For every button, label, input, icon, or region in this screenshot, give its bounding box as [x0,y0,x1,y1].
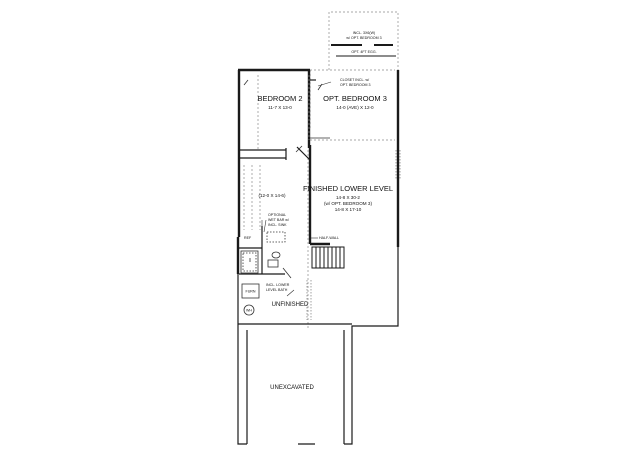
bedroom2-dims: 11-7 X 13-0 [268,105,292,110]
note-window-incl-1: INCL. 3X6(W) [352,31,376,35]
note-ref: REF [244,236,252,240]
left-room-dims: (12-0 X 14-6) [258,193,286,198]
unfinished-name: UNFINISHED [271,302,309,308]
note-closet-2: OPT. BEDROOM 3 [340,83,371,87]
note-wh: WH [246,308,252,313]
bedroom3-dims: 14-0 (AVE) X 12-0 [336,105,374,110]
finished-dims: 14-8 X 30-2 [335,195,361,200]
bedroom3-name: OPT. BEDROOM 3 [323,94,387,103]
note-half-wall: HALF-WALL [319,236,340,240]
finished-alt-dims: 14-8 X 17-10 [334,207,362,212]
note-window-incl-2: w/ OPT. BEDROOM 3 [346,36,382,40]
finished-name: FINISHED LOWER LEVEL [302,184,394,193]
finished-alt-note: (w/ OPT. BEDROOM 3) [324,201,372,206]
stairs [312,247,344,268]
bedroom2-name: BEDROOM 2 [257,94,303,103]
note-closet-1: CLOSET INCL. w/ [340,78,370,82]
note-optional-3: INCL. SINK [268,223,287,227]
note-furn: FURN [245,289,256,294]
note-optional-2: WET BAR w/ [268,218,289,222]
interior-walls [238,80,398,444]
note-bath-2: LEVEL BATH [266,288,288,292]
note-optional-1: OPTIONAL [268,213,287,217]
note-opt-window: OPT. 4FT EGG. [351,50,377,54]
unexcavated-name: UNEXCAVATED [270,385,314,391]
note-bath-1: INCL. LOWER [266,283,290,287]
window-marks [307,150,400,320]
